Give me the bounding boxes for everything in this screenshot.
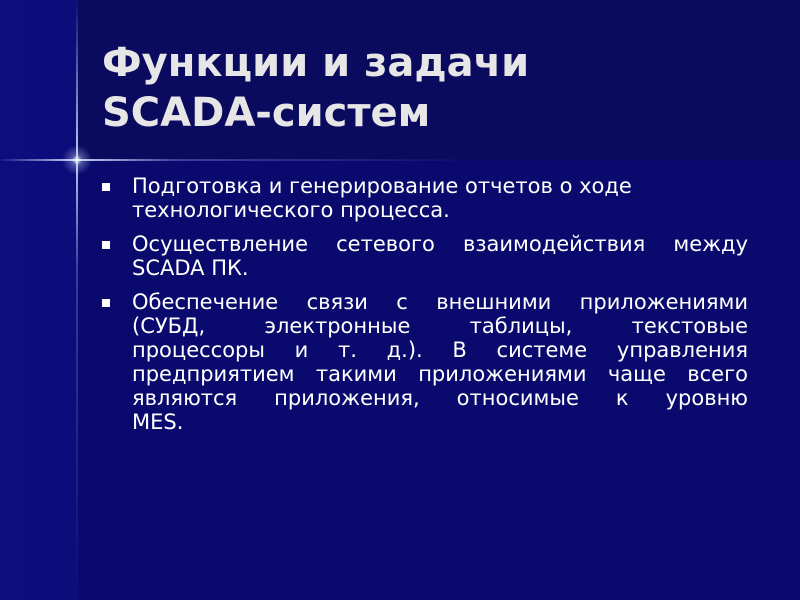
bullet-1-line-2: технологического процесса. <box>132 198 450 222</box>
bullet-3-line-5: являются приложения, относимые к уровню <box>132 386 748 410</box>
bullet-list <box>100 174 748 444</box>
bullet-item-external-apps <box>100 290 748 434</box>
sparkle-icon <box>62 145 92 175</box>
bullet-2-line-2: SCADA ПК. <box>132 256 249 280</box>
bullet-3-line-1: Обеспечение связи с внешними приложениями <box>132 290 748 314</box>
bullet-item-reports <box>100 174 748 222</box>
left-band <box>0 0 78 600</box>
square-bullet-icon <box>102 299 110 307</box>
square-bullet-icon <box>102 241 110 249</box>
bullet-3-line-2: (СУБД, электронные таблицы, текстовые <box>132 314 748 338</box>
decorative-vertical-line <box>76 0 78 600</box>
title-line-2: SCADA-систем <box>102 90 431 136</box>
bullet-item-network <box>100 232 748 280</box>
bullet-2-line-1: Осуществление сетевого взаимодействия между <box>132 232 748 256</box>
bullet-3-line-6: MES. <box>132 410 184 434</box>
bullet-3-line-3: процессоры и т. д.). В системе управления <box>132 338 748 362</box>
slide-title <box>102 38 762 138</box>
bullet-1-line-1: Подготовка и генерирование отчетов о ходе <box>132 174 632 198</box>
bullet-3-line-4: предприятием такими приложениями чаще всего <box>132 362 748 386</box>
title-line-1: Функции и задачи <box>102 40 530 86</box>
decorative-horizontal-line <box>0 159 800 161</box>
square-bullet-icon <box>102 183 110 191</box>
